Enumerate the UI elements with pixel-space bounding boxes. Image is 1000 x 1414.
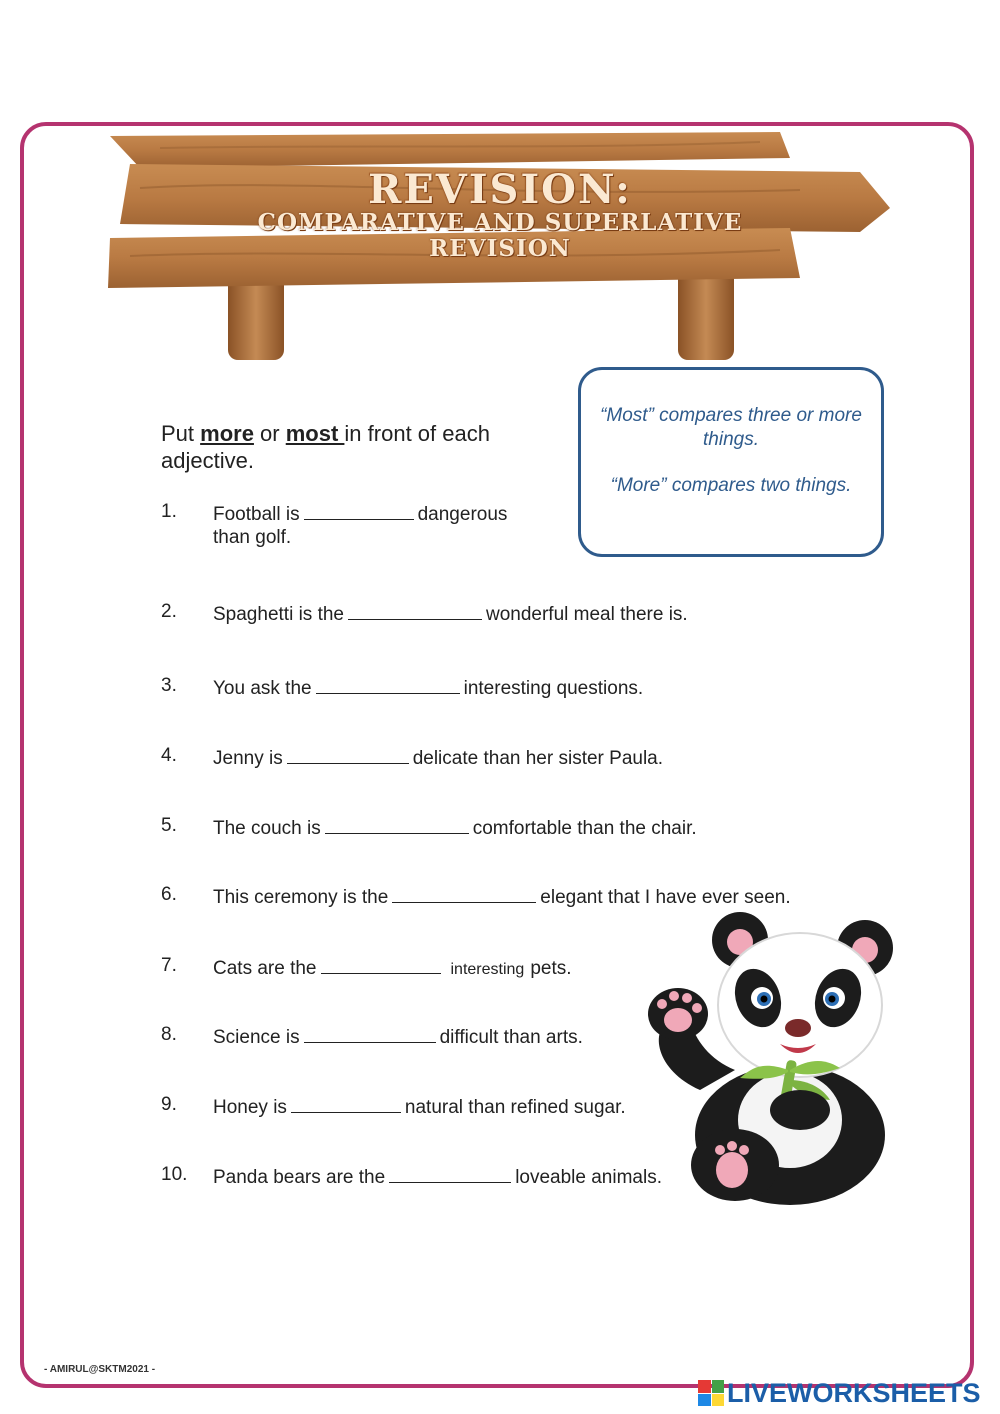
question-text: This ceremony is the elegant that I have ever seen.	[213, 882, 791, 911]
instructions-suffix: in front of each adjective.	[161, 421, 490, 473]
question-text: Cats are the interesting pets.	[213, 953, 572, 983]
question-number: 9.	[161, 1094, 177, 1115]
answer-blank[interactable]	[316, 673, 460, 694]
question-number: 5.	[161, 815, 177, 836]
question-number: 3.	[161, 675, 177, 696]
question-text: The couch is comfortable than the chair.	[213, 813, 697, 842]
sign-subtitle	[100, 210, 900, 262]
question-text-line2: than golf.	[213, 527, 292, 548]
answer-blank[interactable]	[389, 1162, 511, 1183]
question-text: Science is difficult than arts.	[213, 1022, 583, 1051]
more-rule-text: “More” compares two things.	[610, 475, 852, 496]
instructions	[161, 420, 541, 474]
answer-blank[interactable]	[304, 1022, 436, 1043]
question-number: 2.	[161, 601, 177, 622]
sign-title: REVISION:	[368, 166, 632, 213]
question-number: 4.	[161, 745, 177, 766]
question-number: 7.	[161, 955, 177, 976]
keyword-most: most	[285, 421, 345, 446]
question-text: Football is dangerous	[213, 499, 507, 528]
question-number: 8.	[161, 1024, 177, 1045]
answer-blank[interactable]	[321, 953, 441, 974]
instructions-prefix: Put	[161, 421, 201, 446]
question-text: Panda bears are the loveable animals.	[213, 1162, 662, 1191]
liveworksheets-brand[interactable]	[698, 1378, 981, 1408]
question-text: Jenny is delicate than her sister Paula.	[213, 743, 663, 772]
answer-blank[interactable]	[287, 743, 409, 764]
question-text: You ask the interesting questions.	[213, 673, 643, 702]
brand-name: LIVEWORKSHEETS	[727, 1377, 981, 1408]
question-number: 10.	[161, 1164, 188, 1185]
keyword-more: more	[200, 421, 254, 446]
most-rule-text: “Most” compares three or more things.	[600, 405, 862, 450]
answer-blank[interactable]	[392, 882, 536, 903]
question-number: 1.	[161, 501, 177, 522]
answer-blank[interactable]	[325, 813, 469, 834]
question-text: Spaghetti is the wonderful meal there is.	[213, 599, 688, 628]
sign-subtitle-line2: REVISION	[429, 235, 571, 262]
credit-text: - AMIRUL@SKTM2021 -	[44, 1364, 156, 1375]
question-text: Honey is natural than refined sugar.	[213, 1092, 626, 1121]
question-number: 6.	[161, 884, 177, 905]
panda-icon	[640, 910, 900, 1210]
adjective-hint: interesting	[450, 961, 525, 978]
liveworksheets-logo-icon	[698, 1380, 724, 1406]
instructions-middle: or	[253, 421, 286, 446]
sign-subtitle-line1: COMPARATIVE AND SUPERLATIVE	[257, 209, 743, 236]
answer-blank[interactable]	[348, 599, 482, 620]
answer-blank[interactable]	[304, 499, 414, 520]
answer-blank[interactable]	[291, 1092, 401, 1113]
rule-box	[578, 367, 884, 557]
